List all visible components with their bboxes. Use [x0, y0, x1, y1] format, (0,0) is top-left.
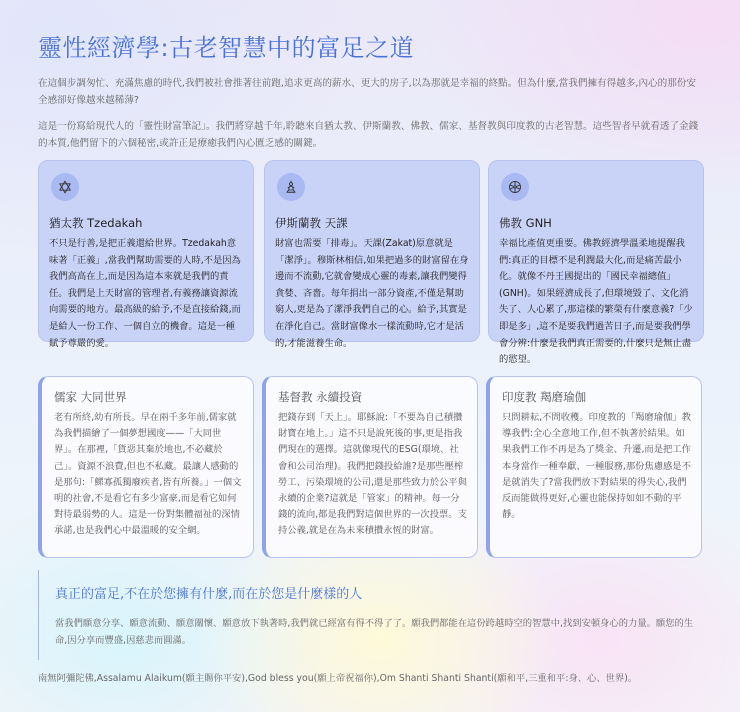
card-title: 伊斯蘭教 天課: [275, 216, 348, 230]
praying-person-icon: [277, 173, 305, 201]
closing-quote: [38, 570, 704, 660]
card-title: 印度教 羯磨瑜伽: [502, 390, 587, 404]
blessing-text: 南無阿彌陀佛,Assalamu Alaikum(願主賜你平安),God bless you(願上帝祝福你),Om Shanti Shanti Shanti(願和平,三重和平:身、心、世界)。: [38, 673, 638, 684]
intro-paragraph-1: 在這個步調匆忙、充滿焦慮的時代,我們被社會推著往前跑,追求更高的薪水、更大的房子,以為那就是幸福的終點。但為什麼,當我們擁有得越多,內心的那份安全感卻好像越來越稀薄?: [38, 78, 697, 106]
card-buddhism: [488, 160, 704, 366]
card-judaism: [38, 160, 254, 349]
card-body: 老有所終,幼有所長。早在兩千多年前,儒家就為我們描繪了一個夢想國度——「大同世界」。在那裡,「貨惡其棄於地也,不必藏於己」。資源不浪費,但也不私藏。最讓人感動的是那句:「鰥寡孤獨廢疾者,皆有所養。」一個文明的社會,不是看它有多少富豪,而是看它如何對待最弱勢的人。這是一份對集體福祉的深情承諾,也是我們心中最溫暖的安全網。: [54, 412, 242, 537]
card-islam: [264, 160, 480, 349]
card-body: 把錢存到「天上」。耶穌說:「不要為自己積攢財寶在地上。」這不只是說死後的事,更是指我們現在的選擇。這就像現代的ESG(環境、社會和公司治理)。我們把錢投給誰?是那些壓榨勞工、污染環境的公司,還是那些致力於公平與永續的企業?這就是「管家」的精神。每一分錢的流向,都是我們對這個世界的一次投票。支持公義,就是在為未來積攢永恆的財富。: [278, 412, 467, 537]
card-title: 基督教 永續投資: [278, 390, 363, 404]
card-christianity: [262, 376, 478, 558]
star-of-david-icon: [51, 173, 79, 201]
card-body: 財富也需要「排毒」。天課(Zakat)原意就是「潔淨」。穆斯林相信,如果把過多的財富留在身邊而不流動,它就會變成心靈的毒素,讓我們變得貪婪、吝嗇。每年捐出一部分資產,不僅是幫助窮人,更是為了潔淨我們自己的心。給予,其實是在淨化自己。當財富像水一樣流動時,它才是活的,才能滋養生命。: [275, 238, 469, 349]
card-title: 儒家 大同世界: [54, 390, 127, 404]
card-hinduism: [486, 376, 702, 558]
card-body: 幸福比產值更重要。佛教經濟學溫柔地提醒我們:真正的目標不是利潤最大化,而是痛苦最小化。就像不丹王國提出的「國民幸福總值」(GNH)。如果經濟成長了,但環境毀了、文化消失了、人心累了,那這樣的繁榮有什麼意義?「少即是多」,這不是要我們過苦日子,而是要我們學會分辨:什麼是我們真正需要的,什麼只是無止盡的慾望。: [499, 238, 693, 366]
dharma-wheel-icon: [501, 173, 529, 201]
page-title: 靈性經濟學:古老智慧中的富足之道: [38, 34, 415, 62]
closing-heading: 真正的富足,不在於您擁有什麼,而在於您是什麼樣的人: [55, 587, 363, 602]
card-title: 佛教 GNH: [499, 216, 552, 230]
card-body: 只問耕耘,不問收穫。印度教的「羯磨瑜伽」教導我們:全心全意地工作,但不執著於結果。如果我們工作不再是為了獎金、升遷,而是把工作本身當作一種奉獻、一種服務,那份焦慮感是不是就消失了?當我們放下對結果的得失心,我們反而能做得更好,心靈也能保持如如不動的平靜。: [502, 412, 691, 521]
card-confucianism: [38, 376, 254, 558]
intro-paragraph-2: 這是一份寫給現代人的「靈性財富筆記」。我們將穿越千年,聆聽來自猶太教、伊斯蘭教、佛教、儒家、基督教與印度教的古老智慧。這些智者早就看透了金錢的本質,他們留下的六個秘密,或許正是療癒我們內心匱乏感的關鍵。: [38, 121, 699, 149]
closing-body: 當我們願意分享、願意流動、願意關懷、願意放下執著時,我們就已經富有得不得了了。願我們都能在這份跨越時空的智慧中,找到安頓身心的力量。願您的生命,因分享而豐盛,因慈悲而圓滿。: [55, 618, 694, 646]
card-title: 猶太教 Tzedakah: [49, 216, 143, 230]
card-body: 不只是行善,是把正義還給世界。Tzedakah意味著「正義」,當我們幫助需要的人時,不是因為我們高高在上,而是因為這本來就是我們的責任。我們是上天財富的管理者,有義務讓資源流向需要的地方。最高級的給予,不是直接給錢,而是給人一份工作、一個自立的機會。這是一種賦予尊嚴的愛。: [49, 238, 241, 349]
